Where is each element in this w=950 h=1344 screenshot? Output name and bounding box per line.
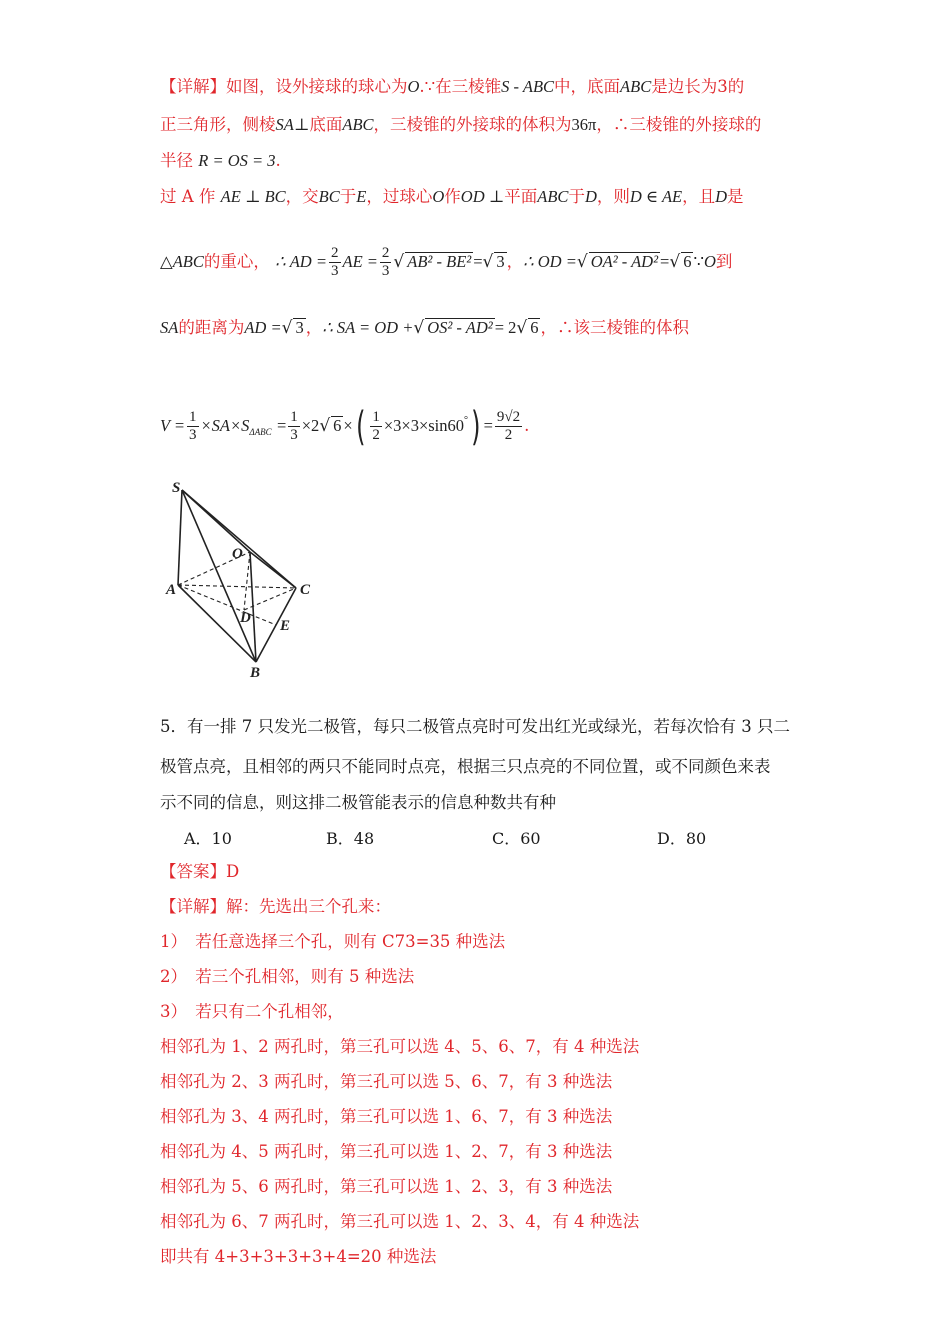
answer-detail-line: 【详解】解：先选出三个孔来： xyxy=(160,897,391,916)
tetrahedron-figure xyxy=(160,470,330,685)
math-d: D xyxy=(584,187,597,206)
radical-sign: √ xyxy=(516,318,528,338)
answer-step: 相邻孔为 2、3 两孔时，第三孔可以选 5、6、7，有 3 种选法 xyxy=(160,1072,613,1091)
solution-line-4 xyxy=(160,186,744,208)
choice-d: D．80 xyxy=(657,829,707,848)
math-eq: = xyxy=(276,416,287,435)
choice-b: B．48 xyxy=(326,829,375,848)
radical-sign: √ xyxy=(669,252,681,272)
math-d: D xyxy=(715,187,728,206)
text: 过 A 作 xyxy=(160,187,216,206)
math-o: O xyxy=(703,252,716,271)
denominator: 2 xyxy=(504,427,513,443)
edge-so xyxy=(182,490,250,552)
math-abc: ABC xyxy=(620,77,652,96)
left-paren: ( xyxy=(355,403,366,450)
numerator: 2 xyxy=(381,245,390,261)
text: ，三棱锥的外接球的体积为 xyxy=(373,115,572,134)
math-sa: SA xyxy=(275,115,294,134)
edge-oc xyxy=(250,552,296,588)
radical-sign: √ xyxy=(576,252,588,272)
math-od: ∴ OD = xyxy=(523,252,577,271)
text: . xyxy=(275,151,281,170)
numerator: 1 xyxy=(372,409,380,425)
solid-edges xyxy=(178,490,296,662)
vertex-b-label: B xyxy=(250,665,261,681)
text: 底面 xyxy=(309,115,343,134)
text: 如图，设外接球的球心为 xyxy=(226,77,408,96)
text: ，交 xyxy=(285,187,319,206)
radicand-3: 3 xyxy=(295,318,304,337)
math-radius: R = OS = 3 xyxy=(198,151,276,170)
radicand-os-ad: OS² - AD² xyxy=(427,318,493,337)
math-volume: 36π xyxy=(571,115,597,134)
solution-line-3 xyxy=(160,150,281,172)
text: ，过球心 xyxy=(366,187,433,206)
math-d-in-ae: D ∈ AE xyxy=(629,187,683,206)
text: 平面 xyxy=(504,187,538,206)
right-paren: ) xyxy=(471,403,481,450)
vertex-o-label: O xyxy=(232,546,243,562)
text: 的重心， xyxy=(203,252,270,271)
text: ，∴该三棱锥的体积 xyxy=(540,318,689,337)
fraction-two-thirds xyxy=(329,245,341,280)
math-ad: ∴ AD = xyxy=(275,252,327,271)
question-line-2: 极管点亮，且相邻的两只不能同时点亮，根据三只点亮的不同位置，或不同颜色来表 xyxy=(160,757,771,776)
radicand-6: 6 xyxy=(333,416,342,435)
math-o: O xyxy=(432,187,445,206)
radicand-6: 6 xyxy=(530,318,539,337)
edge-od xyxy=(244,552,250,610)
question-line-1: 5．有一排 7 只发光二极管，每只二极管点亮时可发出红光或绿光，若每次恰有 3 只二 xyxy=(160,717,790,736)
answer-step: 3） 若只有二个孔相邻， xyxy=(160,1002,344,1021)
radical-sign: √ xyxy=(413,318,425,338)
math-sa-eq: ∴ SA = OD + xyxy=(322,318,414,337)
radicand-6: 6 xyxy=(683,252,692,271)
answer-step: 1） 若任意选择三个孔，则有 C73=35 种选法 xyxy=(160,932,506,951)
math-times-two: ×2 xyxy=(301,416,320,435)
text: 半径 xyxy=(160,151,193,170)
fraction-one-third xyxy=(288,409,300,444)
text: ，且 xyxy=(682,187,716,206)
answer-step: 2） 若三个孔相邻，则有 5 种选法 xyxy=(160,967,415,986)
edge-sa xyxy=(178,490,182,585)
denominator: 3 xyxy=(189,427,197,443)
text: 于 xyxy=(339,187,357,206)
text: 中，底面 xyxy=(554,77,621,96)
solution-line-5 xyxy=(160,242,732,282)
text: 于 xyxy=(568,187,585,206)
text: ， xyxy=(506,252,524,271)
text: ， xyxy=(305,318,323,337)
dashed-edges xyxy=(178,552,296,625)
math-od-perp: OD ⊥ xyxy=(460,187,505,206)
vertex-d-label: D xyxy=(240,610,251,626)
text: 是边长为3的 xyxy=(651,77,745,96)
degree-sign: ° xyxy=(464,415,468,426)
detail-tag: 【详解】 xyxy=(160,77,226,96)
radicand-ab-be: AB² - BE² xyxy=(407,252,472,271)
fraction-two-thirds xyxy=(380,245,392,280)
numerator: 9√2 xyxy=(496,409,521,425)
math-bc: BC xyxy=(318,187,340,206)
text: ，则 xyxy=(596,187,630,206)
math-perp: ⊥ xyxy=(293,115,310,134)
text: .∵在三棱锥 xyxy=(419,77,502,96)
math-product-sin: ×3×3×sin60 xyxy=(383,416,464,435)
math-o: O xyxy=(407,77,420,96)
denominator: 3 xyxy=(381,263,390,279)
answer-step: 相邻孔为 6、7 两孔时，第三孔可以选 1、2、3、4，有 4 种选法 xyxy=(160,1212,640,1231)
answer-step: 相邻孔为 5、6 两孔时，第三孔可以选 1、2、3，有 3 种选法 xyxy=(160,1177,613,1196)
solution-line-6 xyxy=(160,310,689,346)
fraction-result xyxy=(495,409,522,444)
radical-sign: √ xyxy=(482,252,494,272)
math-ae-perp-bc: AE ⊥ BC xyxy=(220,187,286,206)
edge-sb xyxy=(182,490,256,662)
math-eq: = xyxy=(483,416,493,435)
answer-step: 相邻孔为 3、4 两孔时，第三孔可以选 1、6、7，有 3 种选法 xyxy=(160,1107,613,1126)
solution-line-7 xyxy=(160,396,529,457)
text: 的距离为 xyxy=(178,318,245,337)
numerator: 1 xyxy=(189,409,197,425)
edge-ae xyxy=(178,585,276,625)
answer-step: 即共有 4+3+3+3+3+4=20 种选法 xyxy=(160,1247,437,1266)
question-line-3: 示不同的信息，则这排二极管能表示的信息种数共有种 xyxy=(160,793,556,812)
answer-line: 【答案】D xyxy=(160,862,240,881)
math-ae: AE = xyxy=(342,252,378,271)
math-sa: SA xyxy=(160,318,179,337)
denominator: 3 xyxy=(290,427,298,443)
radical-sign: √ xyxy=(319,416,331,436)
math-v: V = xyxy=(160,416,186,435)
text: . xyxy=(524,416,530,435)
fraction-one-third xyxy=(187,409,199,444)
radical-sign: √ xyxy=(393,252,405,272)
math-abc: ABC xyxy=(342,115,374,134)
subscript-abc: ΔABC xyxy=(249,427,272,437)
denominator: 2 xyxy=(372,427,380,443)
text: 到 xyxy=(715,252,733,271)
math-times: × xyxy=(343,416,353,435)
math-eq: = xyxy=(660,252,670,271)
denominator: 3 xyxy=(331,263,339,279)
answer-step: 相邻孔为 1、2 两孔时，第三孔可以选 4、5、6、7，有 4 种选法 xyxy=(160,1037,640,1056)
vertex-c-label: C xyxy=(300,582,311,598)
solution-line-1 xyxy=(160,76,744,98)
choice-c: C．60 xyxy=(492,829,541,848)
choice-a: A．10 xyxy=(184,829,232,848)
because-symbol: ∵ xyxy=(693,252,704,271)
math-product: ×SA×S xyxy=(200,416,250,435)
radicand-oa-ad: OA² - AD² xyxy=(590,252,659,271)
edge-ac xyxy=(178,585,296,588)
math-sabc: S - ABC xyxy=(501,77,555,96)
solution-line-2 xyxy=(160,114,761,136)
text: ，∴三棱锥的外接球的 xyxy=(596,115,762,134)
math-triangle-abc: △ABC xyxy=(160,252,204,271)
vertex-a-label: A xyxy=(166,582,177,598)
text: 作 xyxy=(444,187,461,206)
numerator: 2 xyxy=(331,245,339,261)
fraction-one-half xyxy=(370,409,382,444)
text: 是 xyxy=(727,187,744,206)
vertex-e-label: E xyxy=(280,618,291,634)
answer-step: 相邻孔为 4、5 两孔时，第三孔可以选 1、2、7，有 3 种选法 xyxy=(160,1142,613,1161)
radicand-3: 3 xyxy=(496,252,505,271)
math-eq: = 2 xyxy=(494,318,517,337)
math-eq: = xyxy=(473,252,483,271)
math-e: E xyxy=(356,187,367,206)
math-ad: AD = xyxy=(244,318,282,337)
radical-sign: √ xyxy=(281,318,293,338)
math-abc: ABC xyxy=(537,187,569,206)
text: 正三角形，侧棱 xyxy=(160,115,276,134)
numerator: 1 xyxy=(290,409,298,425)
vertex-s-label: S xyxy=(172,480,181,496)
